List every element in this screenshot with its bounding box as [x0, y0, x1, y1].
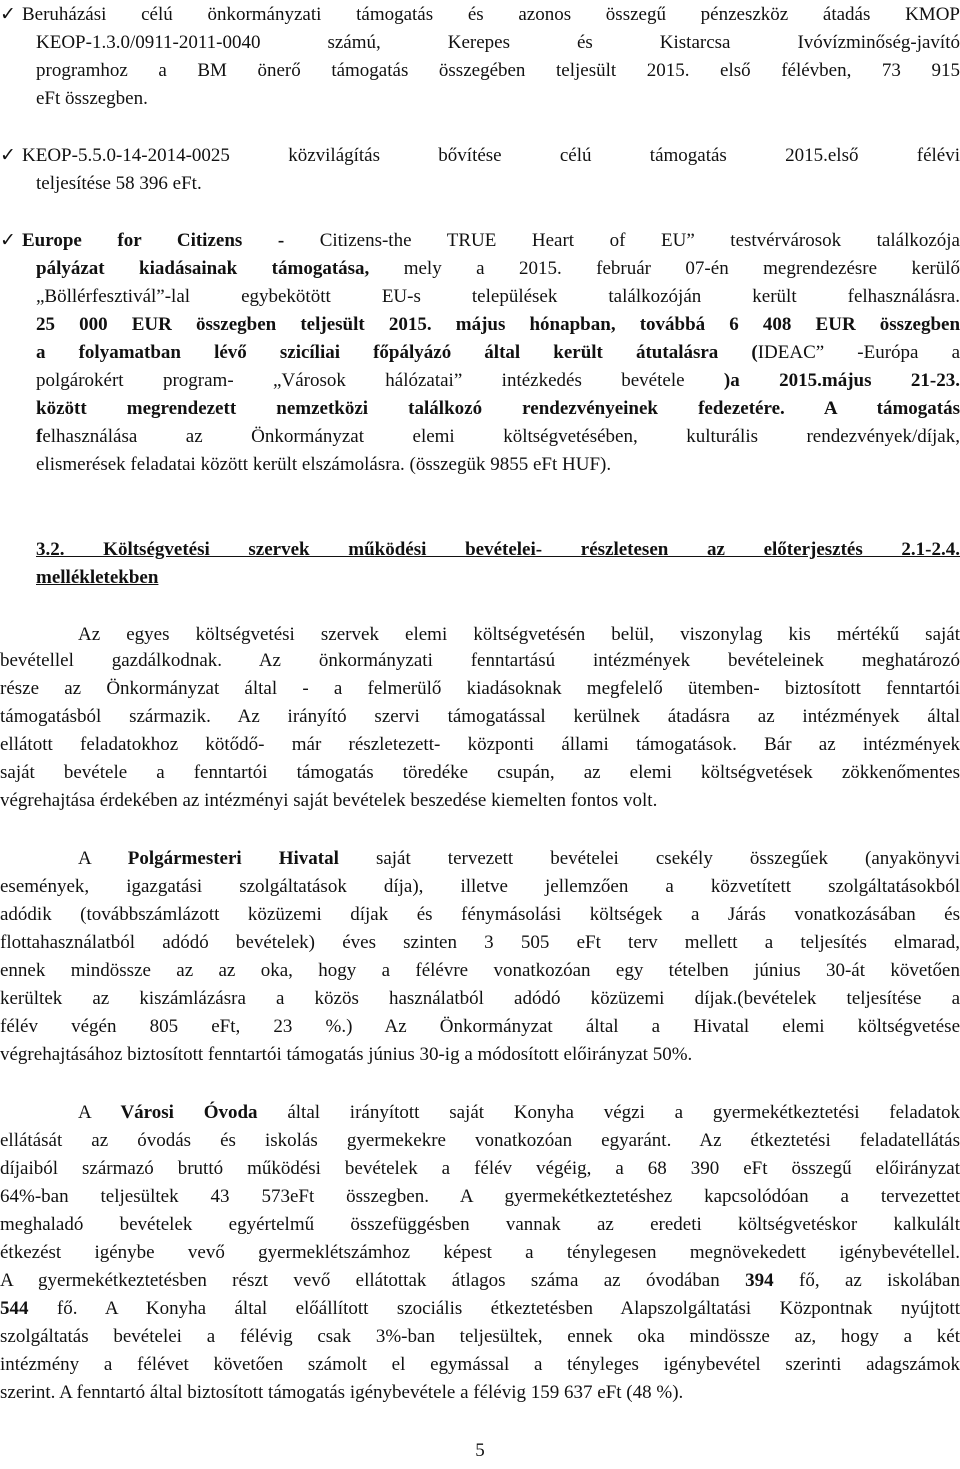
bullet2-line2: teljesítése 58 396 eFt. — [36, 173, 202, 194]
para2-line3: adódik (továbbszámlázott közüzemi díjak és fénymásolási költségek a Járás vonatkozásában és — [0, 904, 960, 925]
bullet3-line9: elismerések feladatai között került elszámolásra. (összegük 9855 eFt HUF). — [36, 454, 612, 475]
para3-line1: A Városi Óvoda által irányított saját Konyha végzi a gyermekétkeztetési feladatok — [78, 1102, 960, 1123]
para3-line2: ellátását az óvodás és iskolás gyermekekre vonatkozóan egyaránt. Az étkeztetési feladatellátás — [0, 1130, 960, 1151]
bullet3-line4: 25 000 EUR összegben teljesült 2015. május hónapban, továbbá 6 408 EUR összegben — [36, 314, 960, 335]
para2-line8: végrehajtásához biztosított fenntartói támogatás június 30-ig a módosított előirányzat 50%. — [0, 1044, 693, 1065]
para1-line1: Az egyes költségvetési szervek elemi költségvetésén belül, viszonylag kis mértékű saját — [78, 624, 960, 645]
section-heading-line2: mellékletekben — [36, 567, 159, 588]
para2-line6: kerültek az kiszámlázásra a közös használatból adódó közüzemi díjak.(bevételek teljesítése a — [0, 988, 960, 1009]
para3-line4: 64%-ban teljesültek 43 573eFt összegben. A gyermekétkeztetéshez kapcsolódóan a tervezettet — [0, 1186, 960, 1207]
bullet3-line1: ✓ Europe for Citizens - Citizens-the TRUE Heart of EU” testvérvárosok találkozója — [0, 228, 960, 254]
page-number: 5 — [475, 1440, 485, 1461]
para2-line2: események, igazgatási szolgáltatások díja), illetve jellemzően a közvetített szolgáltatásokból — [0, 876, 960, 897]
para2-line5: ennek mindössze az az oka, hogy a félévre vonatkozóan egy tételben június 30-át követően — [0, 960, 960, 981]
bullet3-line8: felhasználása az Önkormányzat elemi költségvetésében, kulturális rendezvények/díjak, — [36, 426, 960, 447]
para1-line5: ellátott feladatokhoz kötődő- már részletezett- központi állami támogatások. Bár az intézmények — [0, 734, 960, 755]
section-heading-line1: 3.2. Költségvetési szervek működési bevételei- részletesen az előterjesztés 2.1-2.4. — [36, 539, 960, 560]
para3-line10: intézmény a félévet követően számolt el egymással a tényleges igénybevétel szerinti adagszámok — [0, 1354, 960, 1375]
para2-line7: félév végén 805 eFt, 23 %.) Az Önkormányzat által a Hivatal elemi költségvetése — [0, 1016, 960, 1037]
para3-line3: díjaiból származó bruttó működési bevételek a félév végéig, a 68 390 eFt összegű előirányzat — [0, 1158, 960, 1179]
para1-line2: bevétellel gazdálkodnak. Az önkormányzati fenntartású intézmények bevételeinek meghatározó — [0, 650, 960, 671]
bullet3-line6: polgárokért program- „Városok hálózatai” intézkedés bevétele )a 2015.május 21-23. — [36, 370, 960, 391]
para1-line3: része az Önkormányzat által - a felmerülő kiadásoknak megfelelő ütemben- biztosított fenntartói — [0, 678, 960, 699]
bullet3-line2: pályázat kiadásainak támogatása, mely a 2015. február 07-én megrendezésre kerülő — [36, 258, 960, 279]
bullet1-line3: programhoz a BM önerő támogatás összegében teljesült 2015. első félévben, 73 915 — [36, 60, 960, 81]
para3-line7: A gyermekétkeztetésben részt vevő ellátottak átlagos száma az óvodában 394 fő, az iskolában — [0, 1270, 960, 1291]
bullet3-line7: között megrendezett nemzetközi találkozó rendezvényeinek fedezetére. A támogatás — [36, 398, 960, 419]
para1-line6: saját bevétele a fenntartói támogatás töredéke csupán, az elemi költségvetések zökkenőmentes — [0, 762, 960, 783]
bullet1-line4: eFt összegben. — [36, 88, 148, 109]
para1-line7: végrehajtása érdekében az intézményi saját bevételek beszedése kiemelten fontos volt. — [0, 790, 658, 811]
para3-line11: szerint. A fenntartó által biztosított támogatás igénybevétele a félévig 159 637 eFt (48 %). — [0, 1382, 684, 1403]
bullet3-line5: a folyamatban lévő szicíliai főpályázó által került átutalásra (IDEAC” -Európa a — [36, 342, 960, 363]
para3-line6: étkezést igénybe vevő gyermeklétszámhoz képest a ténylegesen megnövekedett igénybevétellel. — [0, 1242, 960, 1263]
checkmark-icon: ✓ — [0, 145, 16, 166]
para3-line9: szolgáltatás bevételei a félévig csak 3%-ban teljesültek, ennek oka mindössze az, hogy a két — [0, 1326, 960, 1347]
checkmark-icon: ✓ — [0, 4, 16, 25]
para2-line1: A Polgármesteri Hivatal saját tervezett bevételei csekély összegűek (anyakönyvi — [78, 848, 960, 869]
bullet1-line2: KEOP-1.3.0/0911-2011-0040 számú, Kerepes és Kistarcsa Ivóvízminőség-javító — [36, 32, 960, 53]
bullet3-line3: „Böllérfesztivál”-lal egybekötött EU-s települések találkozóján került felhasználásra. — [36, 286, 960, 307]
checkmark-icon: ✓ — [0, 230, 16, 251]
bullet1-line1: ✓ Beruházási célú önkormányzati támogatás és azonos összegű pénzeszköz átadás KMOP — [0, 2, 960, 28]
para1-line4: támogatásból származik. Az irányító szervi támogatással kerülnek átadásra az intézmények által — [0, 706, 960, 727]
para3-line8: 544 fő. A Konyha által előállított szociális étkeztetésben Alapszolgáltatási Központnak nyújtott — [0, 1298, 960, 1319]
para2-line4: flottahasználatból adódó bevételek) éves szinten 3 505 eFt terv mellett a teljesítés elmarad, — [0, 932, 960, 953]
bullet2-line1: ✓ KEOP-5.5.0-14-2014-0025 közvilágítás bővítése célú támogatás 2015.első félévi — [0, 143, 960, 169]
para3-line5: meghaladó bevételek egyértelmű összefüggésben vannak az eredeti költségvetéskor kalkulált — [0, 1214, 960, 1235]
